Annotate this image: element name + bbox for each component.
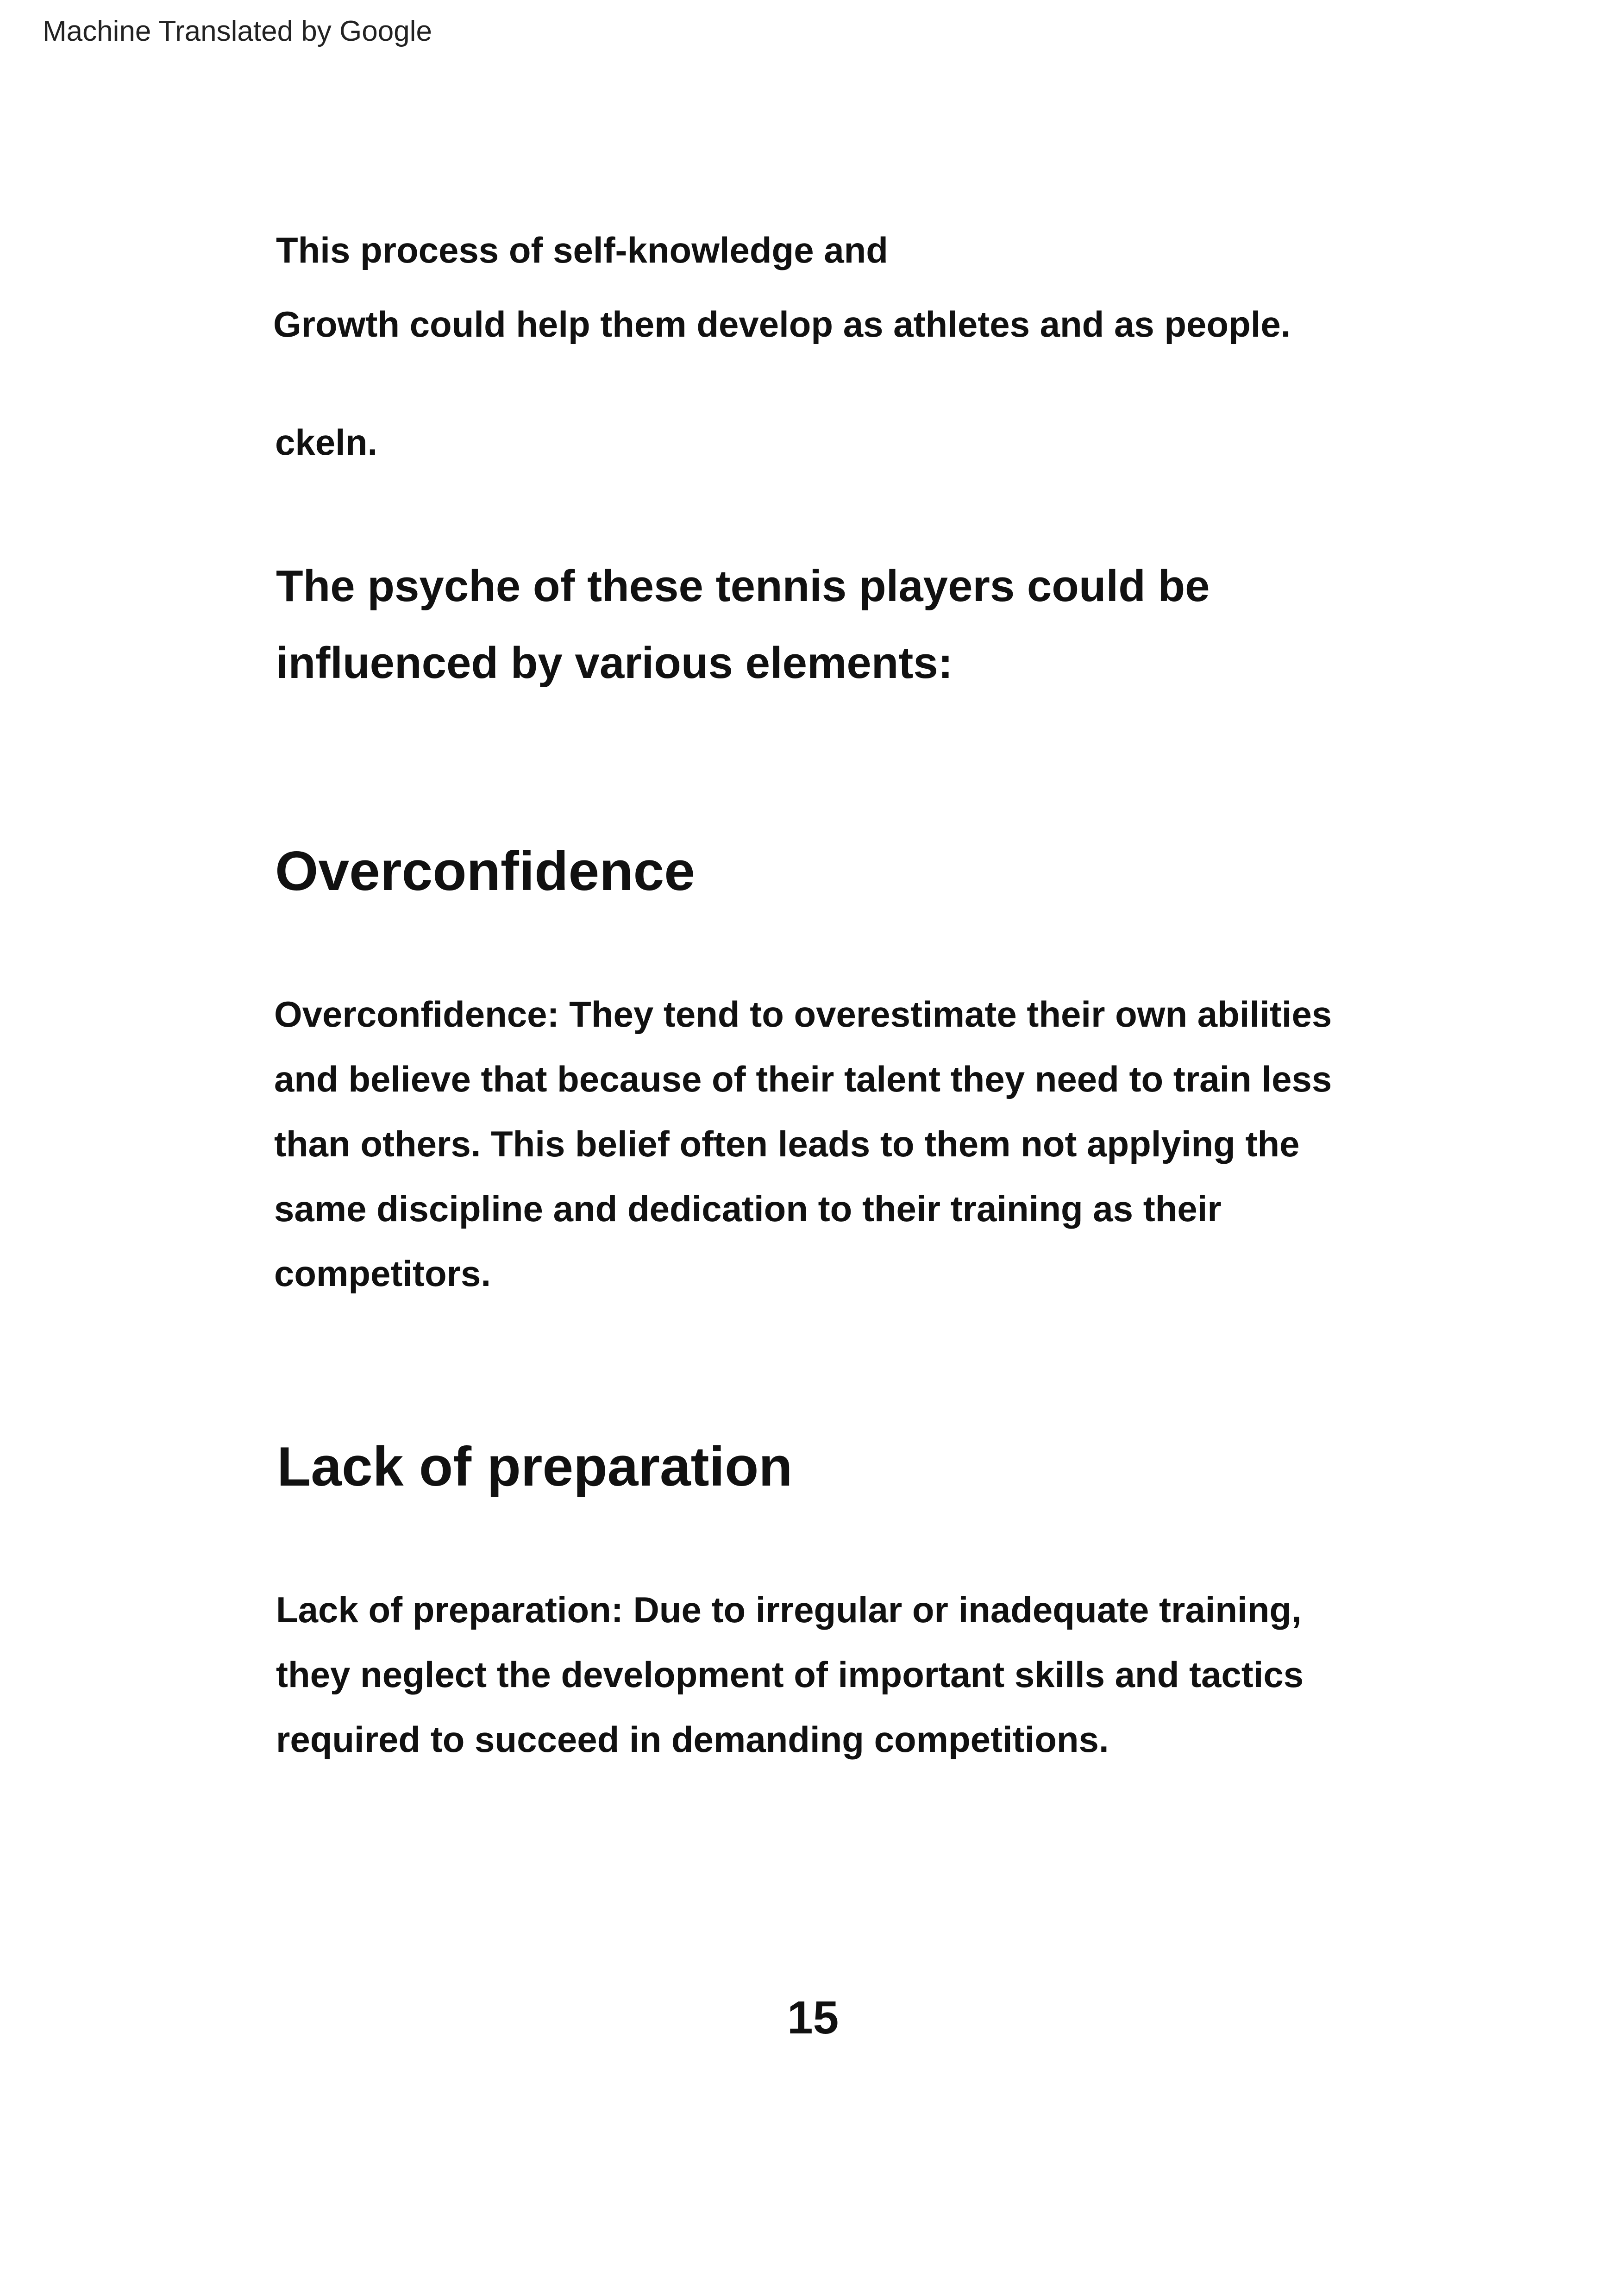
section-paragraph-lack-of-preparation: [276, 1577, 1304, 1772]
intro-line-3: ckeln.: [275, 422, 378, 463]
paragraph-line: they neglect the development of important skills and tactics: [276, 1654, 1304, 1695]
page-number: 15: [787, 1992, 839, 2044]
section-heading-lack-of-preparation: Lack of preparation: [277, 1436, 793, 1498]
paragraph-line: and believe that because of their talent they need to train less: [274, 1059, 1332, 1099]
paragraph-line: Overconfidence: They tend to overestimate their own abilities: [274, 994, 1332, 1035]
intro-line-1: This process of self-knowledge and: [276, 230, 888, 270]
paragraph-line: than others. This belief often leads to them not applying the: [274, 1123, 1300, 1164]
section-paragraph-overconfidence: [274, 982, 1332, 1306]
lead-paragraph: [276, 548, 1210, 702]
paragraph-line: competitors.: [274, 1253, 491, 1294]
paragraph-line: Lack of preparation: Due to irregular or inadequate training,: [276, 1589, 1302, 1630]
lead-line-1: The psyche of these tennis players could be: [276, 561, 1210, 611]
lead-line-2: influenced by various elements:: [276, 638, 953, 688]
intro-line-2: Growth could help them develop as athletes and as people.: [273, 304, 1291, 345]
machine-translation-watermark: Machine Translated by Google: [43, 15, 432, 47]
paragraph-line: required to succeed in demanding competitions.: [276, 1719, 1109, 1760]
section-heading-overconfidence: Overconfidence: [275, 840, 695, 902]
paragraph-line: same discipline and dedication to their training as their: [274, 1188, 1222, 1229]
